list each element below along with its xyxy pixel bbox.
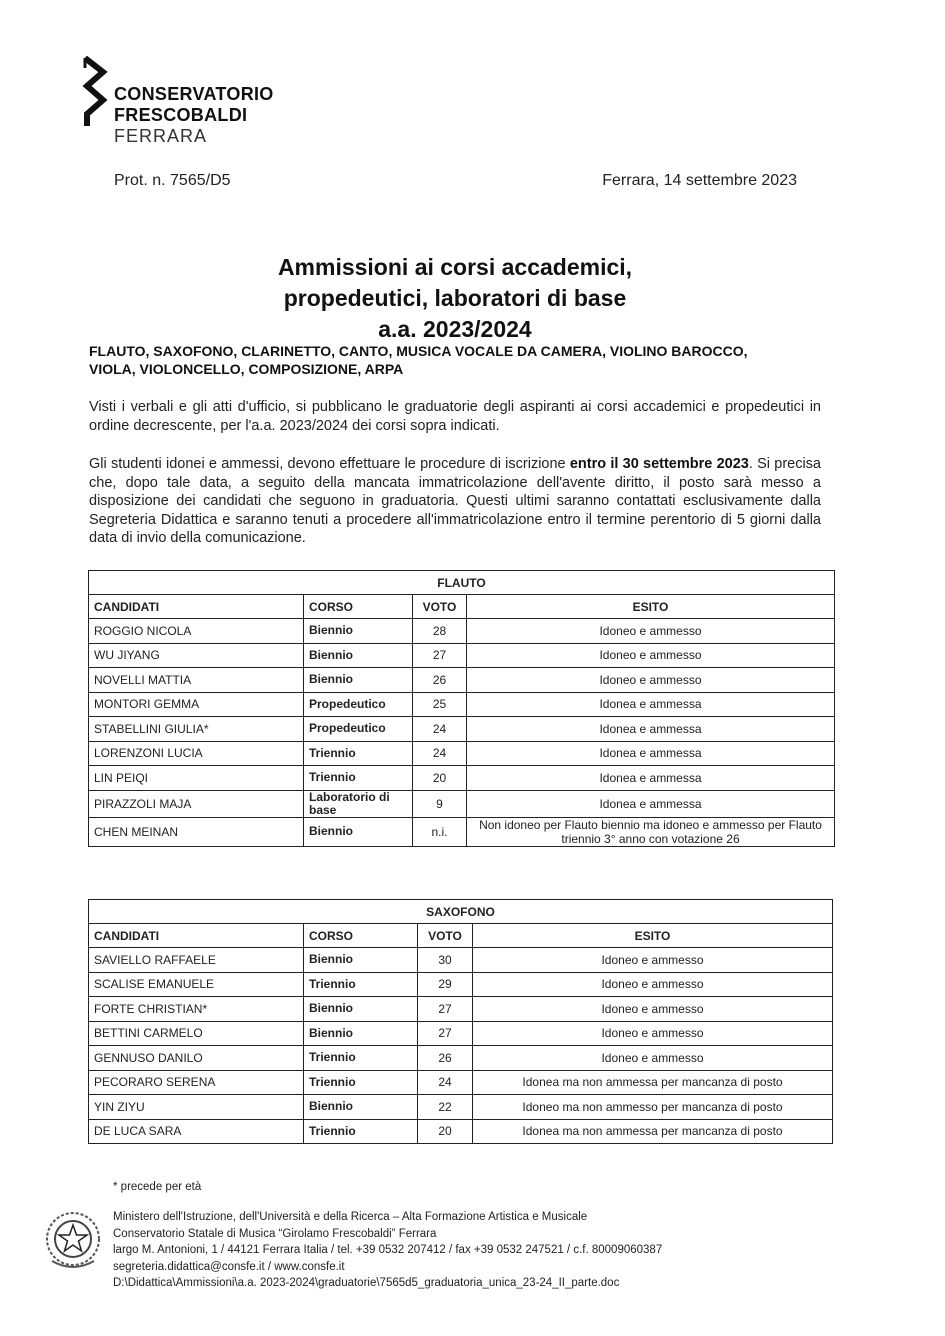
course-cell: Biennio <box>304 1021 418 1046</box>
candidate-name: LORENZONI LUCIA <box>89 741 304 766</box>
score-cell: 24 <box>413 717 467 742</box>
footer-address: largo M. Antonioni, 1 / 44121 Ferrara Italia / tel. +39 0532 207412 / fax +39 0532 247521 / c.f. 80009060387 <box>113 1244 663 1256</box>
title-line-1: Ammissioni ai corsi accademici, <box>277 254 633 280</box>
outcome-cell: Non idoneo per Flauto biennio ma idoneo e ammesso per Flauto triennio 3° anno con votazione 26 <box>467 817 835 846</box>
candidate-name: NOVELLI MATTIA <box>89 668 304 693</box>
outcome-cell: Idonea ma non ammessa per mancanza di posto <box>473 1070 833 1095</box>
score-cell: 27 <box>418 1021 473 1046</box>
saxofono-table <box>88 899 833 1144</box>
candidate-name: WU JIYANG <box>89 643 304 668</box>
candidate-name: ROGGIO NICOLA <box>89 619 304 644</box>
score-cell: 26 <box>418 1046 473 1071</box>
table-caption: FLAUTO <box>89 571 835 595</box>
course-cell: Triennio <box>304 766 413 791</box>
outcome-cell: Idonea e ammessa <box>467 766 835 791</box>
protocol-number: Prot. n. 7565/D5 <box>114 172 231 189</box>
score-cell: 24 <box>418 1070 473 1095</box>
candidate-name: STABELLINI GIULIA* <box>89 717 304 742</box>
table-row <box>89 1119 833 1144</box>
subjects-list <box>89 342 829 378</box>
table-row <box>89 948 833 973</box>
course-cell: Biennio <box>304 948 418 973</box>
notice-deadline: entro il 30 settembre 2023 <box>569 456 749 472</box>
course-cell: Propedeutico <box>304 717 413 742</box>
course-cell: Triennio <box>304 741 413 766</box>
column-header-voto: VOTO <box>413 595 467 619</box>
course-cell: Biennio <box>304 997 418 1022</box>
conservatorio-logo-text <box>114 84 274 147</box>
outcome-cell: Idonea e ammessa <box>467 717 835 742</box>
table-caption: SAXOFONO <box>89 900 833 924</box>
table-row <box>89 972 833 997</box>
course-cell: Triennio <box>304 1119 418 1144</box>
table-row <box>89 717 835 742</box>
course-cell: Biennio <box>304 1095 418 1120</box>
outcome-cell: Idoneo e ammesso <box>473 1046 833 1071</box>
candidate-name: BETTINI CARMELO <box>89 1021 304 1046</box>
logo-line-1: CONSERVATORIO <box>114 84 274 104</box>
candidate-name: PECORARO SERENA <box>89 1070 304 1095</box>
candidate-name: GENNUSO DANILO <box>89 1046 304 1071</box>
outcome-cell: Idonea ma non ammessa per mancanza di posto <box>473 1119 833 1144</box>
score-cell: 9 <box>413 790 467 817</box>
subjects-line-1: FLAUTO, SAXOFONO, CLARINETTO, CANTO, MUSICA VOCALE DA CAMERA, VIOLINO BAROCCO, <box>89 343 748 359</box>
title-line-3: a.a. 2023/2024 <box>378 316 532 342</box>
title-line-2: propedeutici, laboratori di base <box>283 285 627 311</box>
footer-institution: Conservatorio Statale di Musica “Girolamo Frescobaldi” Ferrara <box>113 1227 437 1240</box>
outcome-cell: Idonea e ammessa <box>467 692 835 717</box>
table-row <box>89 1070 833 1095</box>
course-cell: Triennio <box>304 1070 418 1095</box>
score-cell: n.i. <box>413 817 467 846</box>
document-title <box>0 252 910 345</box>
score-cell: 26 <box>413 668 467 693</box>
outcome-cell: Idoneo e ammesso <box>473 997 833 1022</box>
score-cell: 22 <box>418 1095 473 1120</box>
document-date: Ferrara, 14 settembre 2023 <box>602 172 797 189</box>
outcome-cell: Idoneo e ammesso <box>467 668 835 693</box>
conservatorio-logo-icon <box>76 56 108 128</box>
republic-emblem-icon <box>44 1209 102 1273</box>
score-cell: 27 <box>413 643 467 668</box>
table-row <box>89 668 835 693</box>
column-header-candidati: CANDIDATI <box>89 924 304 948</box>
course-cell: Biennio <box>304 668 413 693</box>
course-cell: Laboratorio di base <box>304 790 413 817</box>
table-row <box>89 692 835 717</box>
outcome-cell: Idoneo e ammesso <box>473 1021 833 1046</box>
table-row <box>89 643 835 668</box>
course-cell: Triennio <box>304 972 418 997</box>
outcome-cell: Idoneo ma non ammesso per mancanza di posto <box>473 1095 833 1120</box>
column-header-candidati: CANDIDATI <box>89 595 304 619</box>
candidate-name: CHEN MEINAN <box>89 817 304 846</box>
course-cell: Biennio <box>304 643 413 668</box>
candidate-name: SAVIELLO RAFFAELE <box>89 948 304 973</box>
table-row <box>89 997 833 1022</box>
candidate-name: FORTE CHRISTIAN* <box>89 997 304 1022</box>
table-row <box>89 1095 833 1120</box>
outcome-cell: Idonea e ammessa <box>467 741 835 766</box>
footer-contacts: segreteria.didattica@consfe.it / www.consfe.it <box>113 1260 345 1273</box>
table-row <box>89 766 835 791</box>
column-header-esito: ESITO <box>473 924 833 948</box>
table-row <box>89 1021 833 1046</box>
column-header-voto: VOTO <box>418 924 473 948</box>
column-header-corso: CORSO <box>304 595 413 619</box>
footer-ministry: Ministero dell'Istruzione, dell'Università e della Ricerca – Alta Formazione Artistica e Musicale <box>113 1211 588 1223</box>
table-row <box>89 619 835 644</box>
score-cell: 24 <box>413 741 467 766</box>
course-cell: Biennio <box>304 619 413 644</box>
score-cell: 20 <box>418 1119 473 1144</box>
outcome-cell: Idoneo e ammesso <box>467 619 835 644</box>
course-cell: Biennio <box>304 817 413 846</box>
outcome-cell: Idonea e ammessa <box>467 790 835 817</box>
logo-line-2: FRESCOBALDI <box>114 105 248 125</box>
score-cell: 28 <box>413 619 467 644</box>
candidate-name: YIN ZIYU <box>89 1095 304 1120</box>
table-row <box>89 1046 833 1071</box>
outcome-cell: Idoneo e ammesso <box>467 643 835 668</box>
candidate-name: SCALISE EMANUELE <box>89 972 304 997</box>
footer <box>113 1209 662 1292</box>
table-row <box>89 790 835 817</box>
column-header-corso: CORSO <box>304 924 418 948</box>
candidate-name: DE LUCA SARA <box>89 1119 304 1144</box>
outcome-cell: Idoneo e ammesso <box>473 972 833 997</box>
flauto-table <box>88 570 835 847</box>
score-cell: 25 <box>413 692 467 717</box>
subjects-line-2: VIOLA, VIOLONCELLO, COMPOSIZIONE, ARPA <box>89 361 404 377</box>
intro-paragraph: Visti i verbali e gli atti d'ufficio, si pubblicano le graduatorie degli aspiranti ai corsi accademici e propedeutici in ordine decrescente, per l'a.a. 2023/2024 dei corsi sopra indicati. <box>89 399 821 434</box>
table-row <box>89 741 835 766</box>
candidate-name: PIRAZZOLI MAJA <box>89 790 304 817</box>
footnote: * precede per età <box>113 1181 202 1193</box>
score-cell: 27 <box>418 997 473 1022</box>
footer-file-path: D:\Didattica\Ammissioni\a.a. 2023-2024\graduatorie\7565d5_graduatoria_unica_23-24_II_parte.doc <box>113 1277 620 1289</box>
outcome-cell: Idoneo e ammesso <box>473 948 833 973</box>
course-cell: Triennio <box>304 1046 418 1071</box>
notice-text-before: Gli studenti idonei e ammessi, devono effettuare le procedure di iscrizione <box>89 456 570 472</box>
logo-line-3: FERRARA <box>114 126 208 146</box>
column-header-esito: ESITO <box>467 595 835 619</box>
candidate-name: LIN PEIQI <box>89 766 304 791</box>
candidate-name: MONTORI GEMMA <box>89 692 304 717</box>
score-cell: 20 <box>413 766 467 791</box>
table-row <box>89 817 835 846</box>
score-cell: 29 <box>418 972 473 997</box>
notice-paragraph <box>89 455 821 548</box>
notice-text-after: . Si precisa che, dopo tale data, a seguito della mancata immatricolazione dell'avente diritto, il posto sarà messo a disposizione dei candidati che seguono in graduatoria. Questi ultimi saranno contattati esclusivamente dalla Segreteria Didattica e saranno tenuti a procedere all'immatricolazione entro il termine perentorio di 5 giorni dalla data di invio della comunicazione. <box>89 456 821 546</box>
score-cell: 30 <box>418 948 473 973</box>
course-cell: Propedeutico <box>304 692 413 717</box>
